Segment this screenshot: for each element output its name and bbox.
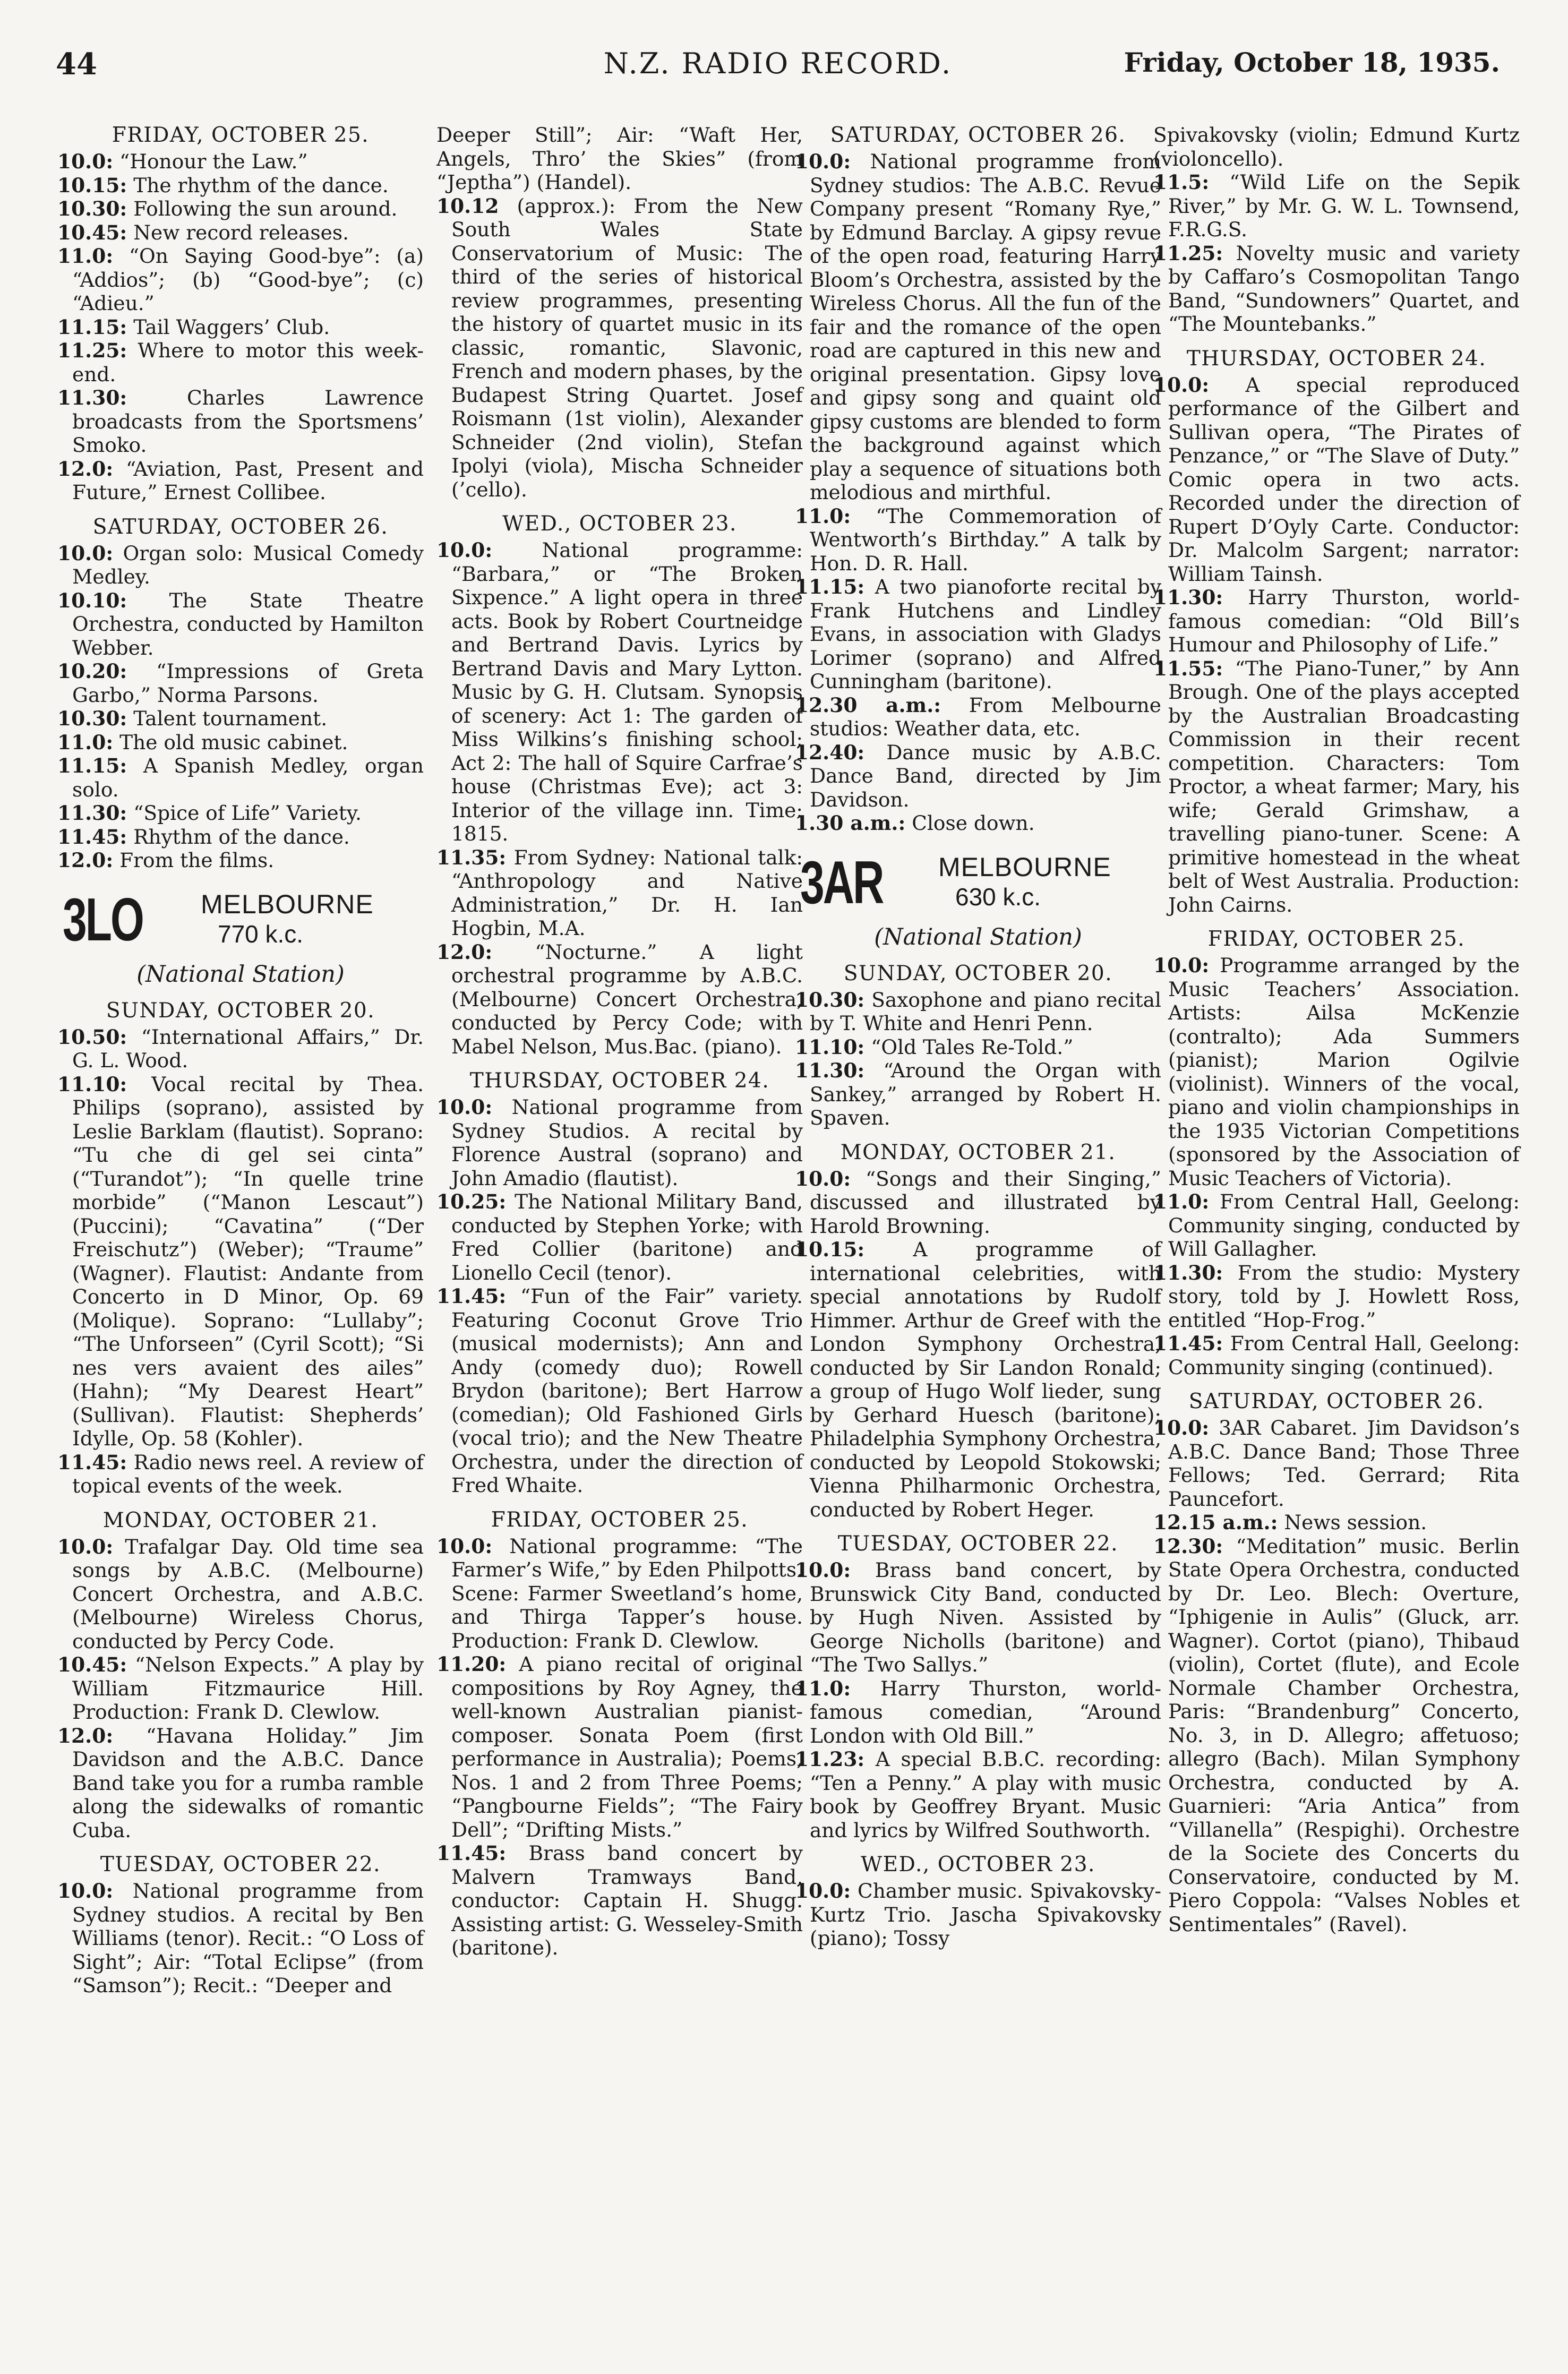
programme-entry (436, 194, 803, 502)
programme-entry (57, 707, 424, 731)
entry-text: National programme: “Barbara,” or “The Broken Sixpence.” A light opera in three acts. Book by Robert Courtneidge and Bertrand Davis. Lyrics by Bertrand Davis and Mary Lytton. Music by G. H. Clutsam. Synopsis of scenery: Act 1: The garden of Miss Wilkins’s finishing school; Act 2: The hall of Squire Carfrae’s house (Christmas Eve); act 3: Interior of the village inn. Time: 1815. (451, 538, 803, 845)
entry-text: A piano recital of original compositions by Roy Agney, the well-known Australian pianist-composer. Sonata Poem (first performance in Australia); Poems, Nos. 1 and 2 from Three Poems; “Pangbourne Fields”; “The Fairy Dell”; “Drifting Mists.” (451, 1652, 803, 1841)
entry-text: Rhythm of the dance. (133, 825, 350, 849)
entry-time: 12.40: (795, 740, 865, 764)
entry-text: A special B.B.C. recording: “Ten a Penny.” A play with music book by Geoffrey Bryant. Music and lyrics by Wilfred Southworth. (810, 1747, 1162, 1842)
programme-entry (436, 1841, 803, 1960)
programme-entry (795, 741, 1161, 812)
entry-time: 11.45: (1153, 1332, 1223, 1355)
entry-text: A two pianoforte recital by Frank Hutchens and Lindley Evans, in association with Gladys Lorimer (soprano) and Alfred Cunningham (baritone). (810, 575, 1162, 693)
day-heading: FRIDAY, OCTOBER 25. (112, 123, 370, 147)
entry-time: 11.0: (57, 244, 114, 268)
entry-time: 10.0: (436, 1534, 493, 1558)
programme-entry (795, 504, 1161, 576)
entry-time: 11.55: (1153, 656, 1223, 680)
entry-text: A special reproduced performance of the Gilbert and Sullivan opera, “The Pirates of Penzance,” or “The Slave of Duty.” Comic opera in two acts. Recorded under the direction of Rupert D’Oyly Carte. Conductor: Dr. Malcolm Sargent; narrator: William Tainsh. (1168, 373, 1520, 586)
entry-text: National programme from Sydney studios: The A.B.C. Revue Company present “Romany Rye,” by Edmund Barclay. A gipsy revue of the open road, featuring Harry Bloom’s Orchestra, assisted by the Wireless Chorus. All the fun of the fair and the romance of the open road are captured in this new and original presentation. Gipsy love and gipsy song and quaint old gipsy customs are blended to form the background against which play a sequence of situations both melodious and mirthful. (810, 150, 1161, 504)
entry-time: 10.0: (436, 538, 493, 562)
entry-time: 10.0: (57, 1879, 114, 1902)
station-city: MELBOURNE (938, 852, 1111, 882)
entry-text: Charles Lawrence broadcasts from the Sportsmens’ Smoko. (72, 386, 424, 457)
entry-text: The old music cabinet. (119, 730, 348, 754)
entry-text: “Old Tales Re-Told.” (871, 1035, 1074, 1059)
programme-entry (57, 659, 424, 707)
entry-time: 11.0: (795, 504, 851, 528)
programme-entry (795, 1677, 1161, 1748)
entry-time: 10.0: (795, 1558, 851, 1582)
page-header (56, 47, 1500, 84)
entry-text: “On Saying Good-bye”: (a) “Addios”; (b) “Good-bye”; (c) “Adieu.” (72, 244, 424, 315)
entry-time: 10.0: (57, 541, 114, 565)
day-heading: SUNDAY, OCTOBER 20. (106, 998, 375, 1023)
programme-entry (57, 1724, 424, 1842)
station-city: MELBOURNE (201, 889, 374, 919)
day-heading: FRIDAY, OCTOBER 25. (491, 1507, 749, 1532)
station-banner-3lo (57, 888, 424, 956)
station-banner-3ar (795, 851, 1161, 919)
programme-entry (795, 693, 1161, 741)
entry-time: 11.15: (57, 754, 127, 777)
entry-text: New record releases. (133, 220, 349, 244)
entry-text: National programme from Sydney studios. A recital by Ben Williams (tenor). Recit.: “O Loss of Sight”; Air: “Total Eclipse” (from “Samson”); Recit.: “Deeper and (72, 1879, 424, 1997)
entry-time: 10.45: (57, 1653, 127, 1676)
entry-time: 11.30: (795, 1059, 865, 1082)
column-1 (57, 123, 424, 1998)
entry-text: “Meditation” music. Berlin State Opera Orchestra, conducted by Dr. Leo. Blech: Overture, “Iphigenie in Aulis” (Gluck, arr. Wagner). Cortot (piano), Thibaud (violin), Cortet (flute), and Ecole Normale Chamber Orchestra, Paris: “Brandenburg” Concerto, No. 3, in D. Allegro; affetuoso; allegro (Bach). Milan Symphony Orchestra, conducted by A. Guarnieri: “Aria Antica” from “Villanella” (Respighi). Orchestre de la Societe des Concerts du Conservatoire, conducted by M. Piero Coppola: “Valses Nobles et Sentimentales” (Ravel). (1168, 1534, 1520, 1936)
entry-time: 10.0: (795, 1879, 851, 1902)
entry-text: From Melbourne studios: Weather data, etc. (810, 693, 1161, 740)
entry-time: 10.0: (57, 1535, 114, 1558)
entry-time: 12.0: (436, 940, 493, 964)
programme-entry (57, 542, 424, 589)
programme-entry (1153, 954, 1520, 1190)
programme-entry (57, 221, 424, 245)
entry-text: Novelty music and variety by Caffaro’s Cosmopolitan Tango Band, “Sundowners” Quartet, and “The Mountebanks.” (1168, 241, 1520, 336)
entry-text: Radio news reel. A review of topical events of the week. (72, 1450, 424, 1497)
entry-time: 10.0: (1153, 954, 1210, 977)
entry-time: 10.0: (57, 150, 114, 173)
entry-time: 11.45: (57, 1450, 127, 1474)
entry-time: 11.30: (57, 801, 127, 825)
programme-entry (1153, 586, 1520, 657)
day-heading: WED., OCTOBER 23. (502, 512, 737, 536)
entry-text: National programme from Sydney Studios. A recital by Florence Austral (soprano) and John Amadio (flautist). (451, 1095, 803, 1190)
entry-text: From the films. (119, 849, 275, 872)
programme-entry (57, 1879, 424, 1998)
station-type: (National Station) (874, 923, 1082, 950)
entry-time: 11.20: (436, 1652, 507, 1676)
programme-entry (1153, 242, 1520, 336)
entry-text: The rhythm of the dance. (133, 173, 389, 197)
entry-time: 12.0: (57, 457, 114, 481)
entry-text: “International Affairs,” Dr. G. L. Wood. (72, 1025, 424, 1072)
entry-time: 11.25: (1153, 241, 1223, 265)
programme-entry (436, 538, 803, 846)
entry-text: Where to motor this week-end. (72, 339, 424, 386)
programme-entry (57, 174, 424, 198)
entry-text: Brass band concert, by Brunswick City Band, conducted by Hugh Niven. Assisted by George Nicholls (baritone) and “The Two Sallys.” (810, 1558, 1161, 1676)
programme-entry (795, 150, 1161, 504)
entry-text: Close down. (912, 811, 1035, 835)
entry-time: 10.10: (57, 588, 127, 612)
entry-time: 10.0: (795, 150, 851, 173)
programme-entry (436, 1190, 803, 1284)
entry-time: 10.20: (57, 659, 127, 683)
entry-time: 10.15: (795, 1238, 865, 1261)
station-frequency: 770 k.c. (218, 920, 304, 948)
programme-entry (57, 244, 424, 315)
programme-entry (57, 589, 424, 660)
programme-entry (57, 825, 424, 849)
entry-text: “Wild Life on the Sepik River,” by Mr. G. W. L. Townsend, F.R.G.S. (1168, 170, 1520, 241)
programme-entry (436, 1284, 803, 1497)
entry-text: A programme of international celebrities, with special annotations by Rudolf Himmer. Arthur de Greef with the London Symphony Orchestra, conducted by Sir Landon Ronald; a group of Hugo Wolf lieder, sung by Gerhard Huesch (baritone); Philadelphia Symphony Orchestra, conducted by Leopold Stokowski; Vienna Philharmonic Orchestra, conducted by Robert Heger. (810, 1238, 1161, 1521)
page-number: 44 (56, 47, 97, 82)
entry-text: “Honour the Law.” (119, 150, 308, 173)
entry-time: 10.30: (795, 988, 865, 1012)
entry-time: 11.45: (436, 1841, 507, 1865)
entry-time: 10.0: (1153, 1416, 1210, 1439)
entry-time: 12.30 a.m.: (795, 693, 941, 717)
entry-text: News session. (1284, 1511, 1427, 1534)
column-2 (436, 123, 803, 1960)
entry-time: 12.0: (57, 1724, 114, 1747)
programme-entry (57, 1653, 424, 1724)
entry-text: The State Theatre Orchestra, conducted by Hamilton Webber. (72, 588, 424, 659)
entry-text: “Spice of Life” Variety. (133, 801, 362, 825)
entry-text: “The Piano-Tuner,” by Ann Brough. One of the plays accepted by the Australian Broadcasting Commission in their recent competition. Characters: Tom Proctor, a wheat farmer; Mary, his wife; Gerald Grimshaw, a travelling piano-tuner. Scene: A primitive homestead in the wheat belt of West Australia. Production: John Cairns. (1168, 656, 1520, 916)
entry-text: Harry Thurston, world-famous comedian: “Old Bill’s Humour and Philosophy of Life.” (1168, 586, 1520, 656)
entry-text: “Songs and their Singing,” discussed and illustrated by Harold Browning. (810, 1167, 1162, 1238)
programme-entry (57, 849, 424, 872)
programme-entry (795, 1035, 1161, 1059)
entry-text: National programme: “The Farmer’s Wife,” by Eden Philpotts. Scene: Farmer Sweetland’s home, and Thirga Tapper’s house. Production: Frank D. Clewlow. (451, 1534, 803, 1652)
entry-time: 11.15: (795, 575, 865, 598)
entry-text: Dance music by A.B.C. Dance Band, directed by Jim Davidson. (810, 740, 1161, 811)
entry-time: 10.50: (57, 1025, 127, 1049)
programme-entry (436, 940, 803, 1059)
entry-time: 11.35: (436, 845, 507, 869)
entry-text: From Sydney: National talk: “Anthropology and Native Administration,” Dr. H. Ian Hogbin, M.A. (451, 845, 803, 940)
programme-entry (57, 315, 424, 339)
programme-entry (57, 1451, 424, 1498)
entry-time: 12.15 a.m.: (1153, 1511, 1278, 1534)
entry-time: 11.0: (57, 730, 114, 754)
entry-text: Tail Waggers’ Club. (133, 315, 330, 339)
day-heading: MONDAY, OCTOBER 21. (102, 1508, 379, 1532)
entry-time: 10.12 (436, 194, 499, 218)
entry-text: Chamber music. Spivakovsky-Kurtz Trio. Jascha Spivakovsky (piano); Tossy (810, 1879, 1162, 1950)
programme-entry (57, 1535, 424, 1653)
entry-text: Saxophone and piano recital by T. White and Henri Penn. (810, 988, 1161, 1035)
entry-text: From Central Hall, Geelong: Community singing, conducted by Will Gallagher. (1168, 1190, 1520, 1261)
entry-time: 11.25: (57, 339, 127, 362)
column-4 (1153, 123, 1520, 1936)
day-heading: FRIDAY, OCTOBER 25. (1207, 927, 1466, 951)
entry-text: From Central Hall, Geelong: Community singing (continued). (1168, 1332, 1520, 1379)
day-heading: SATURDAY, OCTOBER 26. (92, 515, 389, 539)
entry-time: 11.23: (795, 1747, 865, 1771)
entry-time: 11.15: (57, 315, 127, 339)
day-heading: THURSDAY, OCTOBER 24. (469, 1069, 770, 1093)
continued-text: Spivakovsky (violin; Edmund Kurtz (violoncello). (1153, 123, 1520, 170)
day-heading: TUESDAY, OCTOBER 22. (100, 1853, 381, 1876)
programme-entry (1153, 1332, 1520, 1379)
entry-text: “Havana Holiday.” Jim Davidson and the A.B.C. Dance Band take you for a rumba ramble along the sidewalks of romantic Cuba. (72, 1724, 424, 1842)
programme-entry (1153, 1511, 1520, 1535)
programme-entry (436, 1095, 803, 1190)
entry-text: The National Military Band, conducted by Stephen Yorke; with Fred Collier (baritone) and Lionello Cecil (tenor). (451, 1190, 803, 1284)
day-heading: WED., OCTOBER 23. (861, 1853, 1095, 1876)
station-frequency: 630 k.c. (955, 882, 1041, 911)
entry-text: Organ solo: Musical Comedy Medley. (72, 541, 424, 588)
entry-text: Programme arranged by the Music Teachers’ Association. Artists: Ailsa McKenzie (contralto); Ada Summers (pianist); Marion Ogilvie (violinist). Winners of the vocal, piano and violin championships in the 1935 Victorian Competitions (sponsored by the Association of Music Teachers of Victoria). (1168, 954, 1520, 1190)
entry-time: 11.45: (57, 825, 127, 849)
entry-time: 10.0: (436, 1095, 493, 1119)
entry-time: 10.30: (57, 707, 127, 730)
programme-entry (1153, 170, 1520, 242)
programme-entry (57, 386, 424, 457)
station-type: (National Station) (136, 961, 345, 988)
entry-time: 10.0: (1153, 373, 1210, 397)
programme-entry (795, 1238, 1161, 1521)
programme-entry (1153, 1261, 1520, 1332)
day-heading: SATURDAY, OCTOBER 26. (830, 123, 1126, 147)
entry-text: “Nelson Expects.” A play by William Fitzmaurice Hill. Production: Frank D. Clewlow. (72, 1653, 424, 1724)
programme-entry (436, 1652, 803, 1841)
entry-text: 3AR Cabaret. Jim Davidson’s A.B.C. Dance Band; Those Three Fellows; Ted. Gerrard; Rita Pauncefort. (1168, 1416, 1520, 1511)
station-call-sign: 3LO (63, 886, 143, 954)
programme-entry (795, 1879, 1161, 1950)
entry-text: “The Commemoration of Wentworth’s Birthday.” A talk by Hon. D. R. Hall. (810, 504, 1161, 575)
continued-text: Deeper Still”; Air: “Waft Her, Angels, Thro’ the Skies” (from “Jeptha”) (Handel). (436, 123, 803, 194)
entry-text: “Nocturne.” A light orchestral programme by A.B.C. (Melbourne) Concert Orchestra, conducted by Percy Code; with Mabel Nelson, Mus.Bac. (piano). (451, 940, 803, 1058)
programme-entry (57, 801, 424, 825)
programme-entry (57, 1073, 424, 1451)
programme-entry (57, 1025, 424, 1073)
entry-time: 11.0: (795, 1676, 851, 1700)
entry-time: 11.30: (1153, 1261, 1223, 1284)
entry-time: 11.5: (1153, 170, 1210, 194)
programme-entry (57, 731, 424, 755)
entry-text: “Impressions of Greta Garbo,” Norma Parsons. (72, 659, 424, 707)
entry-text: Following the sun around. (133, 197, 398, 220)
programme-entry (795, 1167, 1161, 1238)
day-heading: TUESDAY, OCTOBER 22. (837, 1532, 1119, 1556)
entry-text: From the studio: Mystery story, told by J. Howlett Ross, entitled “Hop-Frog.” (1168, 1261, 1520, 1332)
entry-time: 11.30: (57, 386, 127, 409)
entry-text: Vocal recital by Thea. Philips (soprano), assisted by Leslie Barklam (flautist). Soprano: “Tu che di gel sei cinta” (“Turandot”); “In quelle trine morbide” (“Manon Lescaut”) (Puccini); “Cavatina” (“Der Freischutz”) (Weber); “Traume” (Wagner). Flautist: Andante from Concerto in D Minor, Op. 69 (Molique). Soprano: “Lullaby”; “The Unforseen” (Cyril Scott); “Si nes vers avaient des ailes” (Hahn); “My Dearest Heart” (Sullivan). Flautist: Shepherds’ Idylle, Op. 58 (Kohler). (72, 1072, 424, 1450)
publication-title: N.Z. RADIO RECORD. (603, 47, 953, 80)
entry-time: 11.45: (436, 1284, 507, 1308)
entry-text: Talent tournament. (133, 707, 328, 730)
day-heading: SATURDAY, OCTOBER 26. (1188, 1390, 1485, 1413)
day-heading: THURSDAY, OCTOBER 24. (1186, 346, 1487, 371)
programme-entry (57, 457, 424, 504)
entry-text: Harry Thurston, world-famous comedian, “Around London with Old Bill.” (810, 1676, 1161, 1747)
programme-entry (795, 811, 1161, 835)
entry-time: 1.30 a.m.: (795, 811, 906, 835)
entry-time: 10.25: (436, 1190, 507, 1213)
issue-date: Friday, October 18, 1935. (1124, 47, 1500, 78)
programme-entry (57, 150, 424, 174)
programme-entry (1153, 1535, 1520, 1936)
programme-entry (57, 197, 424, 221)
day-heading: SUNDAY, OCTOBER 20. (843, 961, 1113, 985)
column-3 (795, 123, 1161, 1950)
entry-time: 11.10: (795, 1035, 865, 1059)
programme-entry (1153, 657, 1520, 917)
entry-time: 11.30: (1153, 586, 1223, 609)
entry-time: 10.15: (57, 173, 127, 197)
programme-entry (1153, 373, 1520, 586)
programme-entry (1153, 1190, 1520, 1261)
entry-text: A Spanish Medley, organ solo. (72, 754, 424, 801)
entry-time: 12.30: (1153, 1534, 1223, 1558)
entry-time: 10.30: (57, 197, 127, 220)
programme-entry (436, 846, 803, 940)
entry-text: “Around the Organ with Sankey,” arranged by Robert H. Spaven. (810, 1059, 1162, 1129)
programme-entry (57, 754, 424, 801)
programme-entry (1153, 1416, 1520, 1511)
day-heading: MONDAY, OCTOBER 21. (840, 1140, 1116, 1164)
entry-text: “Fun of the Fair” variety. Featuring Coconut Grove Trio (musical modernists); Ann and Andy (comedy duo); Rowell Brydon (baritone); Bert Harrow (comedian); Old Fashioned Girls (vocal trio); and the New Theatre Orchestra, under the direction of Fred Whaite. (451, 1284, 803, 1497)
programme-entry (795, 1059, 1161, 1130)
programme-entry (795, 1747, 1161, 1842)
entry-text: “Aviation, Past, Present and Future,” Ernest Collibee. (72, 457, 424, 504)
entry-time: 11.0: (1153, 1190, 1210, 1213)
entry-time: 11.10: (57, 1072, 127, 1096)
entry-time: 12.0: (57, 849, 114, 872)
entry-text: Trafalgar Day. Old time sea songs by A.B.C. (Melbourne) Concert Orchestra, and A.B.C. (Melbourne) Wireless Chorus, conducted by Percy Code. (72, 1535, 424, 1653)
programme-entry (795, 575, 1161, 693)
entry-time: 10.0: (795, 1167, 851, 1190)
programme-entry (795, 988, 1161, 1035)
entry-time: 10.45: (57, 220, 127, 244)
programme-entry (57, 339, 424, 386)
entry-text: (approx.): From the New South Wales State Conservatorium of Music: The third of the series of historical review programmes, presenting the history of quartet music in its classic, romantic, Slavonic, French and modern phases, by the Budapest String Quartet. Josef Roismann (1st violin), Alexander Schneider (2nd violin), Stefan Ipolyi (viola), Mischa Schneider (’cello). (451, 194, 803, 501)
station-call-sign: 3AR (800, 849, 883, 916)
programme-entry (795, 1558, 1161, 1677)
entry-text: Brass band concert by Malvern Tramways Band, conductor: Captain H. Shugg. Assisting artist: G. Wesseley-Smith (baritone). (451, 1841, 803, 1959)
programme-entry (436, 1535, 803, 1653)
